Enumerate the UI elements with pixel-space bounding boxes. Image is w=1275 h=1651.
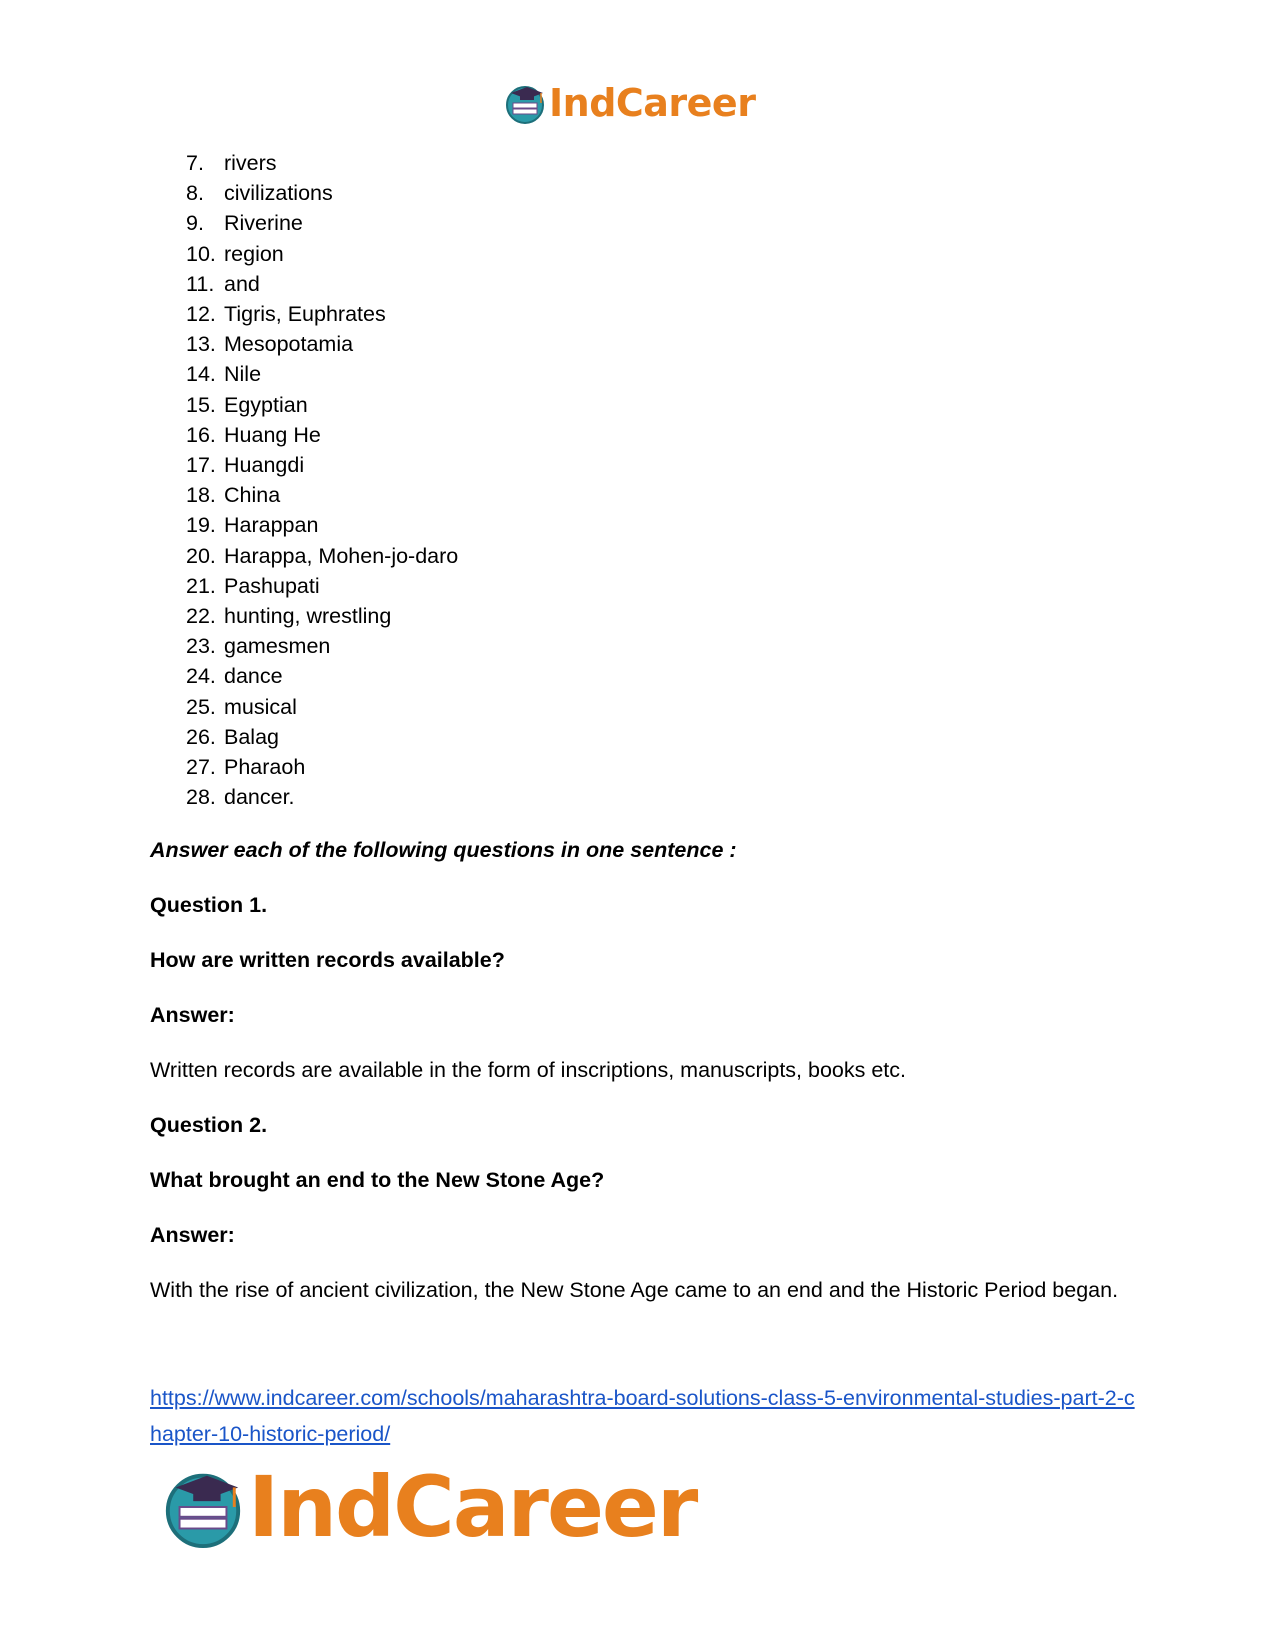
list-item-text: dancer. xyxy=(224,785,295,810)
list-item-number: 21. xyxy=(186,573,216,598)
answer-1-label: Answer: xyxy=(150,1003,235,1027)
list-item-text: Pharaoh xyxy=(224,755,306,780)
list-item-number: 25. xyxy=(186,694,216,719)
list-item-number: 11. xyxy=(186,271,215,296)
list-item-text: Mesopotamia xyxy=(224,332,354,357)
source-link[interactable]: https://www.indcareer.com/schools/maharashtra-board-solutions-class-5-environmental-studies-part-2-chapter-10-historic-period/ xyxy=(150,1386,1135,1446)
list-item-text: Pashupati xyxy=(224,573,320,598)
list-item-number: 17. xyxy=(186,453,216,478)
list-item-number: 16. xyxy=(186,422,216,447)
list-item xyxy=(186,601,458,631)
logo-text: IndCareer xyxy=(549,81,756,125)
answer-2-label: Answer: xyxy=(150,1223,235,1247)
list-item xyxy=(186,541,458,571)
list-item-number: 19. xyxy=(186,513,216,538)
list-item-text: gamesmen xyxy=(224,634,331,659)
list-item-text: Tigris, Euphrates xyxy=(224,302,386,327)
list-item-number: 10. xyxy=(186,241,216,266)
list-item-text: hunting, wrestling xyxy=(224,604,392,629)
list-item-text: Egyptian xyxy=(224,392,308,417)
list-item-text: Nile xyxy=(224,362,262,387)
answer-list xyxy=(186,148,458,812)
list-item xyxy=(186,208,458,238)
list-item-number: 26. xyxy=(186,724,216,749)
graduation-globe-icon xyxy=(503,81,547,125)
list-item-text: rivers xyxy=(224,151,277,175)
list-item xyxy=(186,450,458,480)
list-item-text: region xyxy=(224,241,284,266)
list-item xyxy=(186,661,458,691)
list-item xyxy=(186,299,458,329)
list-item xyxy=(186,390,458,420)
list-item-number: 7. xyxy=(186,151,204,175)
list-item-number: 13. xyxy=(186,332,216,357)
graduation-globe-icon xyxy=(160,1464,246,1550)
list-item-number: 28. xyxy=(186,785,216,810)
list-item xyxy=(186,510,458,540)
list-item-text: Huang He xyxy=(224,422,321,447)
list-item-text: China xyxy=(224,483,281,508)
list-item-text: Harappan xyxy=(224,513,319,538)
footer-logo xyxy=(160,1458,697,1556)
list-item-text: Riverine xyxy=(224,211,303,236)
question-1-label: Question 1. xyxy=(150,893,268,917)
instruction-heading: Answer each of the following questions in one sentence : xyxy=(150,838,737,862)
list-item-number: 8. xyxy=(186,181,204,206)
list-item xyxy=(186,480,458,510)
list-item-number: 18. xyxy=(186,483,216,508)
header-logo xyxy=(503,78,755,128)
list-item xyxy=(186,420,458,450)
question-2-text: What brought an end to the New Stone Age? xyxy=(150,1168,605,1192)
list-item xyxy=(186,692,458,722)
list-item-number: 14. xyxy=(186,362,216,387)
list-item xyxy=(186,239,458,269)
list-item-number: 23. xyxy=(186,634,216,659)
question-2-label: Question 2. xyxy=(150,1113,268,1137)
question-1-text: How are written records available? xyxy=(150,948,505,972)
list-item xyxy=(186,571,458,601)
list-item-number: 9. xyxy=(186,211,204,236)
answer-2-text: With the rise of ancient civilization, the New Stone Age came to an end and the Historic Period began. xyxy=(150,1278,1119,1302)
list-item xyxy=(186,178,458,208)
list-item xyxy=(186,722,458,752)
list-item xyxy=(186,148,458,178)
list-item-number: 12. xyxy=(186,302,216,327)
list-item xyxy=(186,359,458,389)
list-item xyxy=(186,752,458,782)
answer-1-text: Written records are available in the form of inscriptions, manuscripts, books etc. xyxy=(150,1058,907,1082)
list-item xyxy=(186,269,458,299)
list-item-text: Balag xyxy=(224,724,279,749)
list-item-number: 22. xyxy=(186,604,216,629)
list-item xyxy=(186,329,458,359)
list-item-text: Huangdi xyxy=(224,453,305,478)
list-item-text: dance xyxy=(224,664,283,689)
list-item-text: Harappa, Mohen-jo-daro xyxy=(224,543,459,568)
list-item-number: 20. xyxy=(186,543,216,568)
list-item xyxy=(186,631,458,661)
list-item xyxy=(186,782,458,812)
logo-text: IndCareer xyxy=(248,1458,697,1556)
list-item-number: 27. xyxy=(186,755,216,780)
list-item-number: 15. xyxy=(186,392,216,417)
list-item-text: musical xyxy=(224,694,297,719)
list-item-text: and xyxy=(224,271,260,296)
list-item-text: civilizations xyxy=(224,181,333,206)
list-item-number: 24. xyxy=(186,664,216,689)
